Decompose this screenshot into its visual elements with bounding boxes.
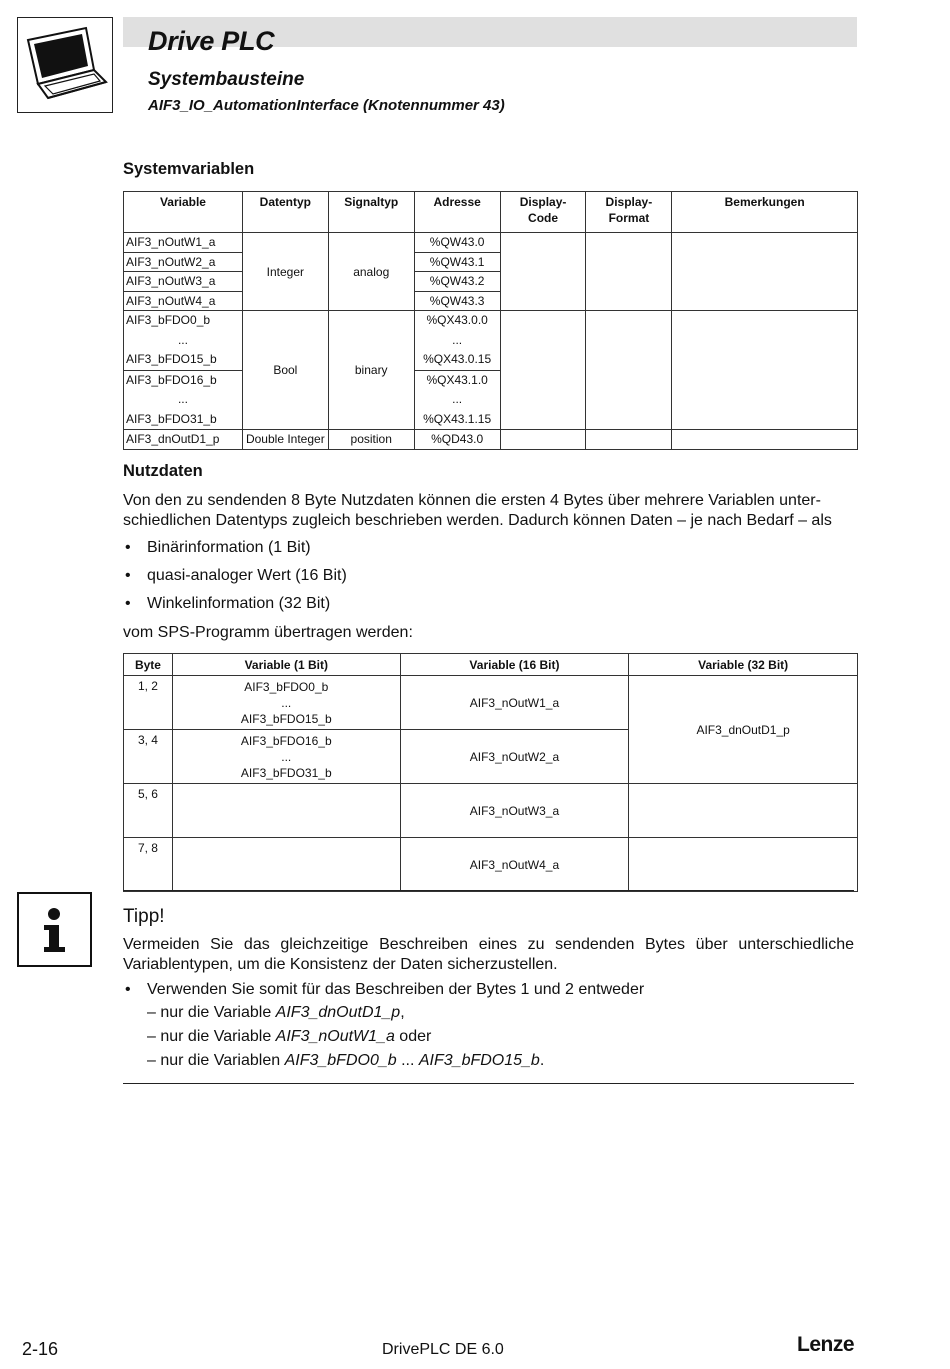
col-variable-32bit: Variable (32 Bit) (629, 654, 858, 676)
nutzdaten-table (123, 653, 858, 892)
laptop-icon (18, 18, 112, 112)
cell-adresse: %QD43.0 (414, 430, 500, 450)
cell-adresse: %QW43.3 (414, 291, 500, 311)
table-row (124, 676, 858, 730)
page-subsubtitle: AIF3_IO_AutomationInterface (Knotennummer 43) (148, 97, 505, 114)
cell-variable: AIF3_nOutW1_a (124, 233, 243, 253)
nutzdaten-bullet-list (123, 538, 347, 622)
cell-display-code (500, 311, 586, 430)
cell-adresse-range: %QX43.1.0 ... %QX43.1.15 (414, 370, 500, 430)
cell-signaltyp: binary (328, 311, 414, 430)
list-item: • Binärinformation (1 Bit) (123, 538, 347, 566)
list-item: • Winkelinformation (32 Bit) (123, 594, 347, 622)
laptop-logo (17, 17, 113, 113)
doc-reference: DrivePLC DE 6.0 (382, 1341, 504, 1358)
cell-variable: AIF3_dnOutD1_p (124, 430, 243, 450)
col-display-format: Display- Format (586, 192, 672, 233)
nutzdaten-outro: vom SPS-Programm übertragen werden: (123, 624, 413, 641)
col-variable-1bit: Variable (1 Bit) (172, 654, 400, 676)
cell-variable-range: AIF3_bFDO16_b ... AIF3_bFDO31_b (124, 370, 243, 430)
cell-32bit (629, 838, 858, 892)
col-signaltyp: Signaltyp (328, 192, 414, 233)
col-datentyp: Datentyp (242, 192, 328, 233)
tip-title: Tipp! (123, 906, 165, 927)
cell-bemerkungen (672, 233, 858, 311)
table-row (124, 430, 858, 450)
table-row (124, 233, 858, 253)
nutzdaten-heading: Nutzdaten (123, 462, 203, 480)
list-item: – nur die Variablen AIF3_bFDO0_b ... AIF3_bFDO15_b. (147, 1052, 545, 1069)
list-item: • Verwenden Sie somit für das Beschreiben der Bytes 1 und 2 entweder (123, 980, 644, 1008)
col-bemerkungen: Bemerkungen (672, 192, 858, 233)
cell-1bit: AIF3_bFDO0_b ... AIF3_bFDO15_b (172, 676, 400, 730)
cell-display-code (500, 430, 586, 450)
cell-bemerkungen (672, 311, 858, 430)
cell-byte: 7, 8 (124, 838, 173, 892)
divider (123, 1083, 854, 1084)
table-header-row (124, 192, 858, 233)
info-icon-box (17, 892, 92, 967)
table-row (124, 784, 858, 838)
cell-byte: 1, 2 (124, 676, 173, 730)
list-item: – nur die Variable AIF3_nOutW1_a oder (147, 1028, 432, 1045)
cell-32bit: AIF3_dnOutD1_p (629, 676, 858, 784)
list-item: – nur die Variable AIF3_dnOutD1_p, (147, 1004, 405, 1021)
info-icon (19, 894, 90, 965)
cell-adresse: %QW43.1 (414, 252, 500, 272)
brand-logo: Lenze (797, 1333, 855, 1356)
cell-byte: 3, 4 (124, 730, 173, 784)
cell-32bit (629, 784, 858, 838)
cell-adresse: %QW43.2 (414, 272, 500, 292)
tip-options-list (147, 1003, 544, 1075)
cell-1bit (172, 784, 400, 838)
cell-datentyp: Bool (242, 311, 328, 430)
page-number: 2-16 (22, 1339, 59, 1359)
cell-16bit: AIF3_nOutW2_a (400, 730, 629, 784)
cell-16bit: AIF3_nOutW3_a (400, 784, 629, 838)
cell-1bit: AIF3_bFDO16_b ... AIF3_bFDO31_b (172, 730, 400, 784)
page-title: Drive PLC (148, 26, 275, 56)
table-row (124, 838, 858, 892)
col-variable-16bit: Variable (16 Bit) (400, 654, 629, 676)
cell-datentyp: Double Integer (242, 430, 328, 450)
cell-variable-range: AIF3_bFDO0_b ... AIF3_bFDO15_b (124, 311, 243, 371)
cell-signaltyp: position (328, 430, 414, 450)
divider (123, 890, 854, 891)
col-variable: Variable (124, 192, 243, 233)
cell-variable: AIF3_nOutW3_a (124, 272, 243, 292)
table-row (124, 311, 858, 371)
table-header-row (124, 654, 858, 676)
cell-adresse: %QW43.0 (414, 233, 500, 253)
nutzdaten-intro: Von den zu sendenden 8 Byte Nutzdaten können die ersten 4 Bytes über mehrere Variablen unter- schiedlichen Datentyps zugleich beschrieben werden. Dadurch können Daten – je nach Bedarf – als (123, 492, 832, 529)
col-adresse: Adresse (414, 192, 500, 233)
cell-display-format (586, 233, 672, 311)
systemvariablen-table (123, 191, 858, 450)
cell-16bit: AIF3_nOutW1_a (400, 676, 629, 730)
col-byte: Byte (124, 654, 173, 676)
cell-bemerkungen (672, 430, 858, 450)
col-display-code: Display- Code (500, 192, 586, 233)
list-item: • quasi-analoger Wert (16 Bit) (123, 566, 347, 594)
cell-display-format (586, 430, 672, 450)
page-subtitle: Systembausteine (148, 69, 305, 90)
cell-signaltyp: analog (328, 233, 414, 311)
cell-variable: AIF3_nOutW4_a (124, 291, 243, 311)
tip-text: Vermeiden Sie das gleichzeitige Beschreiben eines zu sendenden Bytes über unterschiedliche Variablentypen, um die Konsistenz der Daten sicherzustellen. (123, 936, 854, 973)
cell-display-format (586, 311, 672, 430)
cell-display-code (500, 233, 586, 311)
systemvariablen-heading: Systemvariablen (123, 160, 255, 178)
cell-byte: 5, 6 (124, 784, 173, 838)
cell-datentyp: Integer (242, 233, 328, 311)
cell-variable: AIF3_nOutW2_a (124, 252, 243, 272)
cell-16bit: AIF3_nOutW4_a (400, 838, 629, 892)
cell-1bit (172, 838, 400, 892)
cell-adresse-range: %QX43.0.0 ... %QX43.0.15 (414, 311, 500, 371)
